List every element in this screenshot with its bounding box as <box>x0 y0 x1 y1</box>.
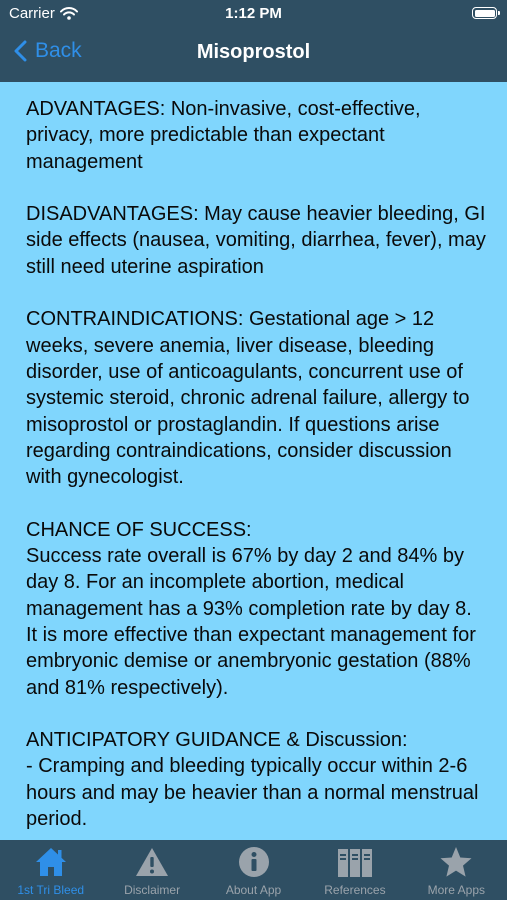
success-heading: CHANCE OF SUCCESS: <box>26 518 252 541</box>
guidance-paragraph <box>26 727 487 832</box>
page-title: Misoprostol <box>196 41 311 63</box>
tab-more-apps[interactable] <box>406 840 507 900</box>
advantages-paragraph: ADVANTAGES: Non-invasive, cost-effective, privacy, more predictable than expectant management <box>26 98 421 173</box>
guidance-body: - Cramping and bleeding typically occur within 2-6 hours and may be heavier than a normal menstrual period. <box>26 755 479 831</box>
status-bar <box>0 0 507 28</box>
tab-1st-tri-bleed[interactable] <box>0 840 101 900</box>
tab-label: Disclaimer <box>124 883 181 897</box>
tab-about-app[interactable] <box>203 840 304 900</box>
carrier-label: Carrier <box>9 5 55 22</box>
books-icon <box>337 846 373 878</box>
status-time: 1:12 PM <box>225 5 282 22</box>
tab-label: More Apps <box>427 883 486 897</box>
success-paragraph <box>26 517 487 701</box>
tab-label: 1st Tri Bleed <box>17 883 85 897</box>
navigation-bar <box>0 28 507 82</box>
tab-disclaimer[interactable] <box>101 840 202 900</box>
content-text <box>0 82 507 832</box>
back-label: Back <box>35 39 82 62</box>
content-scroll-area[interactable] <box>0 82 507 840</box>
info-icon <box>237 846 271 878</box>
warning-icon <box>135 846 169 878</box>
home-icon <box>34 846 68 878</box>
disadvantages-paragraph: DISADVANTAGES: May cause heavier bleeding, GI side effects (nausea, vomiting, diarrhea, fever), may still need uterine aspiration <box>26 203 486 278</box>
tab-label: About App <box>225 883 282 897</box>
guidance-heading: ANTICIPATORY GUIDANCE & Discussion: <box>26 729 408 752</box>
star-icon <box>439 846 473 878</box>
tab-bar <box>0 840 507 900</box>
tab-label: References <box>324 883 386 897</box>
success-body: Success rate overall is 67% by day 2 and 84% by day 8. For an incomplete abortion, medical management has a 93% completion rate by day 8. It is more effective than expectant management for embryonic demise or anembryonic gestation (88% and 81% respectively). <box>26 545 476 699</box>
battery-icon <box>472 7 497 19</box>
tab-references[interactable] <box>304 840 405 900</box>
contraindications-paragraph: CONTRAINDICATIONS: Gestational age > 12 weeks, severe anemia, liver disease, bleeding disorder, use of anticoagulants, concurrent use of systemic steroid, chronic adrenal failure, allergy to misoprostol or prostaglandin. If questions arise regarding contraindications, consider discussion with gynecologist. <box>26 308 470 489</box>
